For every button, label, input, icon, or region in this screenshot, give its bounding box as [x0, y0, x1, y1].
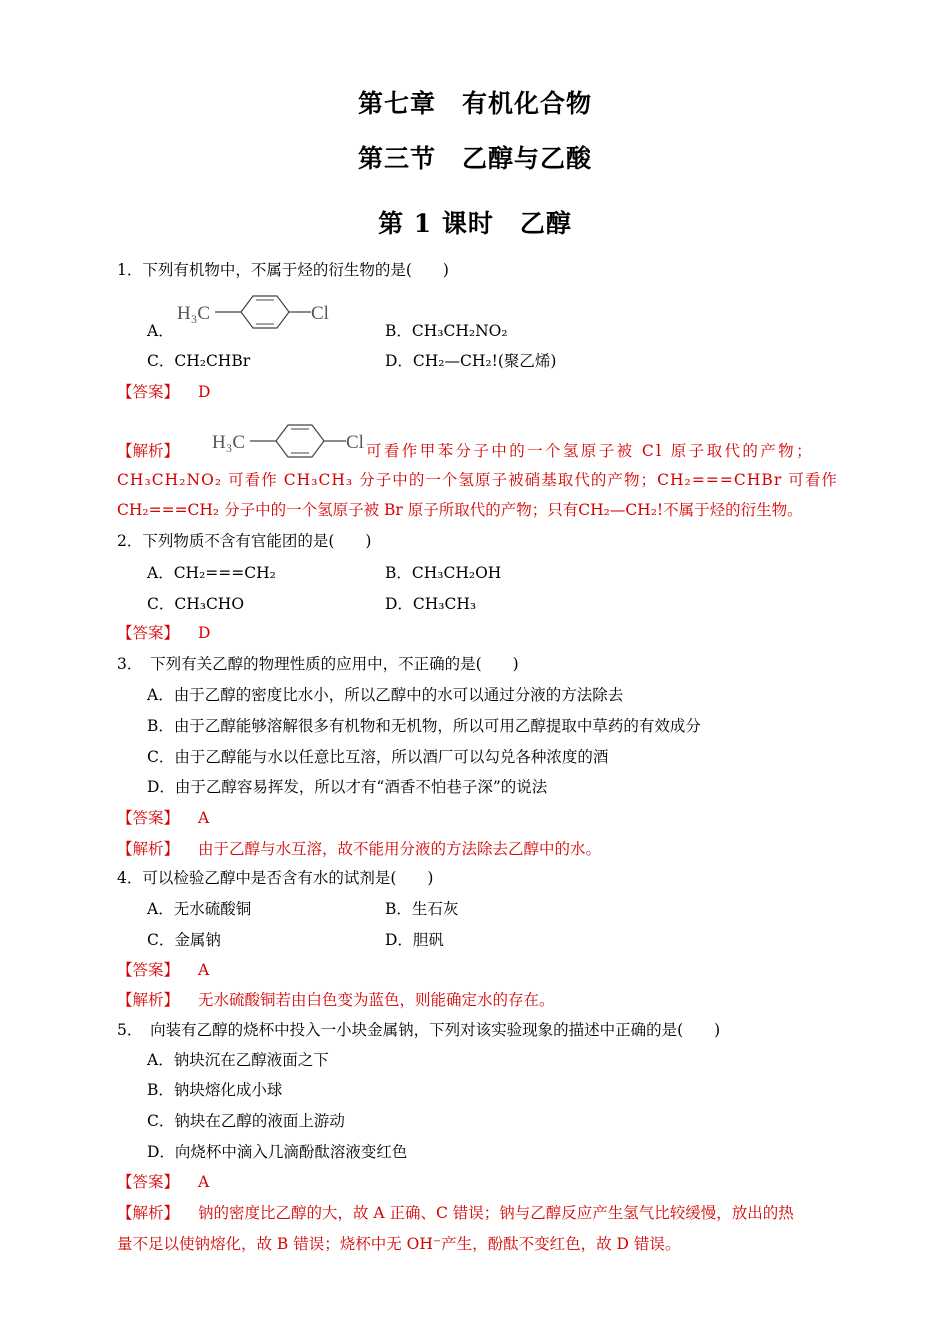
analysis-label: 【解析】: [117, 991, 180, 1009]
q1-stem: 1．下列有机物中，不属于烃的衍生物的是( ): [117, 261, 449, 279]
answer-label: 【答案】: [117, 961, 180, 979]
q1-analysis-molecule: [212, 420, 367, 462]
q3-option-b: B．由于乙醇能够溶解很多有机物和无机物，所以可用乙醇提取中草药的有效成分: [147, 717, 701, 735]
q2-answer-value: D: [197, 624, 211, 642]
q4-stem: 4．可以检验乙醇中是否含有水的试剂是( ): [117, 869, 434, 887]
q4-answer: [117, 959, 209, 981]
molecule-right-group: Cl: [346, 432, 364, 453]
q2-stem: 2．下列物质不含有官能团的是( ): [117, 532, 372, 550]
q1-analysis-line-3: CH₂===CH₂ 分子中的一个氢原子被 Br 原子所取代的产物；只有CH₂—CH₂!不属于烃的衍生物。: [117, 501, 803, 519]
q2-option-c: C．CH₃CHO: [147, 595, 245, 613]
q5-option-b: B．钠块熔化成小球: [147, 1081, 283, 1099]
q1-answer: [117, 381, 210, 403]
q5-analysis-line-1-row: [117, 1202, 794, 1224]
q2-option-b: B．CH₃CH₂OH: [385, 564, 502, 582]
q3-answer-value: A: [197, 809, 210, 827]
q4-option-d: D．胆矾: [385, 931, 444, 949]
q4-option-b: B．生石灰: [385, 900, 459, 918]
q5-stem: 5． 向装有乙醇的烧杯中投入一小块金属钠，下列对该实验现象的描述中正确的是( ): [117, 1021, 721, 1039]
q1-answer-value: D: [197, 383, 211, 401]
q3-option-d: D．由于乙醇容易挥发，所以才有“酒香不怕巷子深”的说法: [147, 778, 548, 796]
q5-answer-value: A: [197, 1173, 210, 1191]
answer-label: 【答案】: [117, 383, 180, 401]
q4-option-a: A．无水硫酸铜: [147, 900, 252, 918]
q2-option-a: A．CH₂===CH₂: [147, 564, 276, 582]
molecule-left-group: H₃C: [177, 303, 211, 324]
q3-option-c: C．由于乙醇能与水以任意比互溶，所以酒厂可以勾兑各种浓度的酒: [147, 748, 609, 766]
q1-option-c: C．CH₂CHBr: [147, 352, 251, 370]
q4-answer-value: A: [197, 961, 210, 979]
q5-analysis-line-1: 钠的密度比乙醇的大，故 A 正确、C 错误；钠与乙醇反应产生氢气比较缓慢，放出的热: [197, 1204, 794, 1222]
q1-analysis-line-2: CH₃CH₂NO₂ 可看作 CH₃CH₃ 分子中的一个氢原子被硝基取代的产物；CH₂===CHBr 可看作: [117, 471, 838, 489]
q2-answer: [117, 622, 210, 644]
answer-label: 【答案】: [117, 809, 180, 827]
q1-analysis-label: 【解析】: [117, 442, 180, 460]
section-title: 第三节 乙醇与乙酸: [357, 144, 592, 173]
answer-label: 【答案】: [117, 624, 180, 642]
q5-option-a: A．钠块沉在乙醇液面之下: [147, 1051, 329, 1069]
q1-option-b: B．CH₃CH₂NO₂: [385, 322, 508, 340]
chapter-title: 第七章 有机化合物: [357, 89, 592, 118]
q3-analysis-text: 由于乙醇与水互溶，故不能用分液的方法除去乙醇中的水。: [197, 840, 601, 858]
analysis-label: 【解析】: [117, 840, 180, 858]
q2-option-d: D．CH₃CH₃: [385, 595, 477, 613]
q3-analysis: [117, 838, 601, 860]
q1-option-d: D．CH₂—CH₂!(聚乙烯): [385, 352, 557, 370]
molecule-left-group: H₃C: [212, 432, 246, 453]
q5-option-c: C．钠块在乙醇的液面上游动: [147, 1112, 345, 1130]
q5-answer: [117, 1171, 209, 1193]
q1-analysis-line-1: 可看作甲苯分子中的一个氢原子被 Cl 原子取代的产物；: [366, 442, 814, 460]
q3-option-a: A．由于乙醇的密度比水小，所以乙醇中的水可以通过分液的方法除去: [147, 686, 624, 704]
answer-label: 【答案】: [117, 1173, 180, 1191]
q1-molecule-structure: [177, 291, 332, 333]
q3-answer: [117, 807, 209, 829]
q1-option-a: A．: [147, 322, 174, 340]
q5-analysis-line-2: 量不足以使钠熔化，故 B 错误；烧杯中无 OH⁻产生，酚酞不变红色，故 D 错误。: [117, 1235, 681, 1253]
q3-stem: 3． 下列有关乙醇的物理性质的应用中，不正确的是( ): [117, 655, 519, 673]
q4-analysis-text: 无水硫酸铜若由白色变为蓝色，则能确定水的存在。: [197, 991, 555, 1009]
q4-option-c: C．金属钠: [147, 931, 221, 949]
q5-option-d: D．向烧杯中滴入几滴酚酞溶液变红色: [147, 1143, 408, 1161]
q4-analysis: [117, 989, 554, 1011]
molecule-right-group: Cl: [311, 303, 329, 324]
lesson-title: 第 1 课时 乙醇: [378, 209, 572, 238]
analysis-label: 【解析】: [117, 1204, 180, 1222]
